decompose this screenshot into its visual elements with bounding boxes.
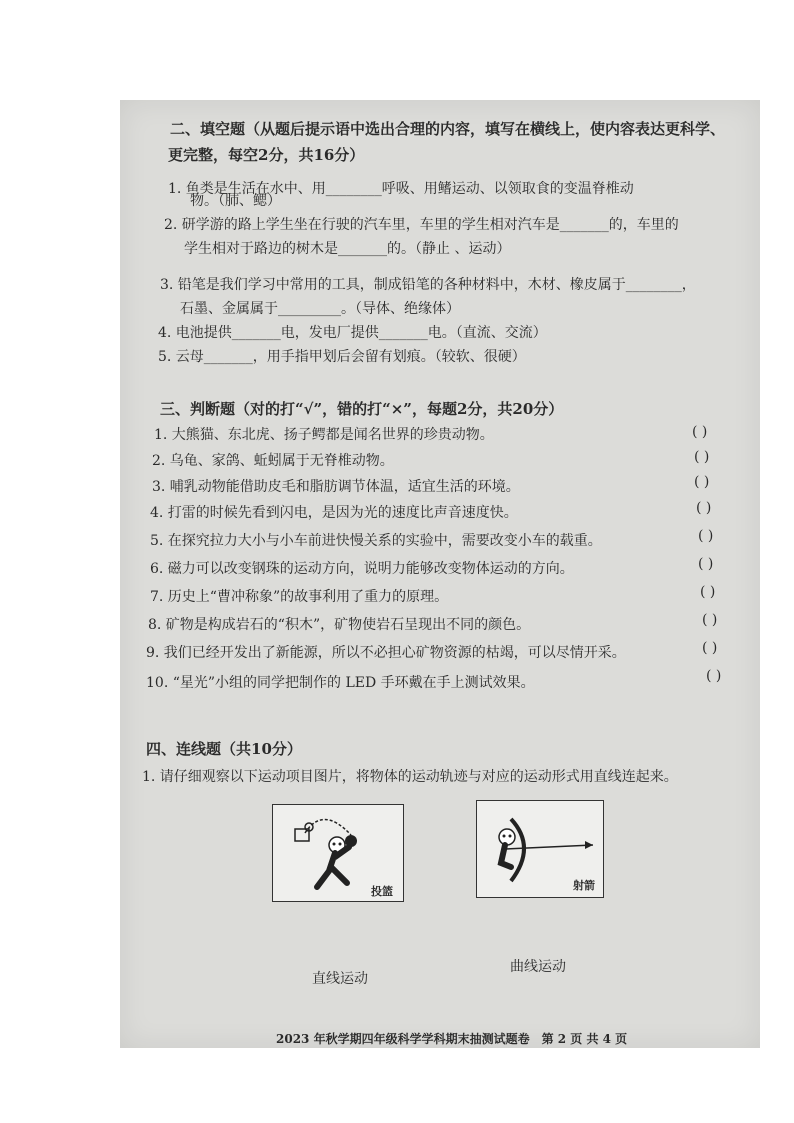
fill-line-5: 5. 云母_______，用手指甲划后会留有划痕。（较软、很硬）: [158, 349, 526, 365]
judge-answer-4[interactable]: ( ): [696, 500, 712, 516]
fill-line-1b: 物。（肺、鳃）: [190, 193, 281, 209]
fill-line-2b: 学生相对于路边的树木是_______的。（静止 、运动）: [184, 241, 511, 257]
fill-line-1: 1. 鱼类是生活在水中、用________呼吸、用鳍运动、以领取食的变温脊椎动: [168, 181, 634, 197]
judge-item-4: 4. 打雷的时候先看到闪电，是因为光的速度比声音速度快。: [150, 505, 518, 521]
judge-answer-7[interactable]: ( ): [700, 584, 716, 600]
judge-item-6: 6. 磁力可以改变钢珠的运动方向，说明力能够改变物体运动的方向。: [150, 561, 574, 577]
fill-line-4: 4. 电池提供_______电，发电厂提供_______电。（直流、交流）: [158, 325, 547, 341]
section4-question: 1. 请仔细观察以下运动项目图片，将物体的运动轨迹与对应的运动形式用直线连起来。: [142, 769, 678, 785]
card-archery-label: 射箭: [573, 879, 595, 892]
judge-answer-10[interactable]: ( ): [706, 668, 722, 684]
fill-line-3b: 石墨、金属属于_________。（导体、绝缘体）: [180, 301, 460, 317]
card-basketball[interactable]: [272, 804, 404, 902]
judge-item-1: 1. 大熊猫、东北虎、扬子鳄都是闻名世界的珍贵动物。: [154, 427, 494, 443]
judge-item-7: 7. 历史上“曹冲称象”的故事利用了重力的原理。: [150, 589, 449, 605]
judge-answer-9[interactable]: ( ): [702, 640, 718, 656]
judge-answer-6[interactable]: ( ): [698, 556, 714, 572]
judge-item-10: 10. “星光”小组的同学把制作的 LED 手环戴在手上测试效果。: [146, 675, 535, 691]
option-curve-motion[interactable]: 曲线运动: [510, 959, 566, 975]
option-straight-motion[interactable]: 直线运动: [312, 971, 368, 987]
judge-answer-8[interactable]: ( ): [702, 612, 718, 628]
judge-item-2: 2. 乌龟、家鸽、蚯蚓属于无脊椎动物。: [152, 453, 394, 469]
judge-item-5: 5. 在探究拉力大小与小车前进快慢关系的实验中，需要改变小车的载重。: [150, 533, 602, 549]
judge-item-8: 8. 矿物是构成岩石的“积木”，矿物使岩石呈现出不同的颜色。: [148, 617, 531, 633]
card-archery[interactable]: [476, 800, 604, 898]
section2-title: 二、填空题（从题后提示语中选出合理的内容，填写在横线上，使内容表达更科学、: [170, 120, 726, 138]
judge-item-9: 9. 我们已经开发出了新能源，所以不必担心矿物资源的枯竭，可以尽情开采。: [146, 645, 626, 661]
section2-title-cont: 更完整，每空2分，共16分）: [168, 146, 365, 164]
judge-item-3: 3. 哺乳动物能借助皮毛和脂肪调节体温，适宜生活的环境。: [152, 479, 520, 495]
fill-line-2: 2. 研学游的路上学生坐在行驶的汽车里，车里的学生相对汽车是_______的，车里的: [164, 217, 679, 233]
page-footer: 2023 年秋学期四年级科学学科期末抽测试题卷 第 2 页 共 4 页: [276, 1032, 628, 1046]
section3-title: 三、判断题（对的打“√”，错的打“×”，每题2分，共20分）: [160, 400, 564, 418]
judge-answer-3[interactable]: ( ): [694, 474, 710, 490]
judge-answer-5[interactable]: ( ): [698, 528, 714, 544]
judge-answer-1[interactable]: ( ): [692, 424, 708, 440]
card-basketball-label: 投篮: [371, 885, 393, 898]
section4-title: 四、连线题（共10分）: [146, 740, 302, 758]
judge-answer-2[interactable]: ( ): [694, 449, 710, 465]
fill-line-3: 3. 铅笔是我们学习中常用的工具，制成铅笔的各种材料中，木材、橡皮属于________，: [160, 277, 696, 293]
